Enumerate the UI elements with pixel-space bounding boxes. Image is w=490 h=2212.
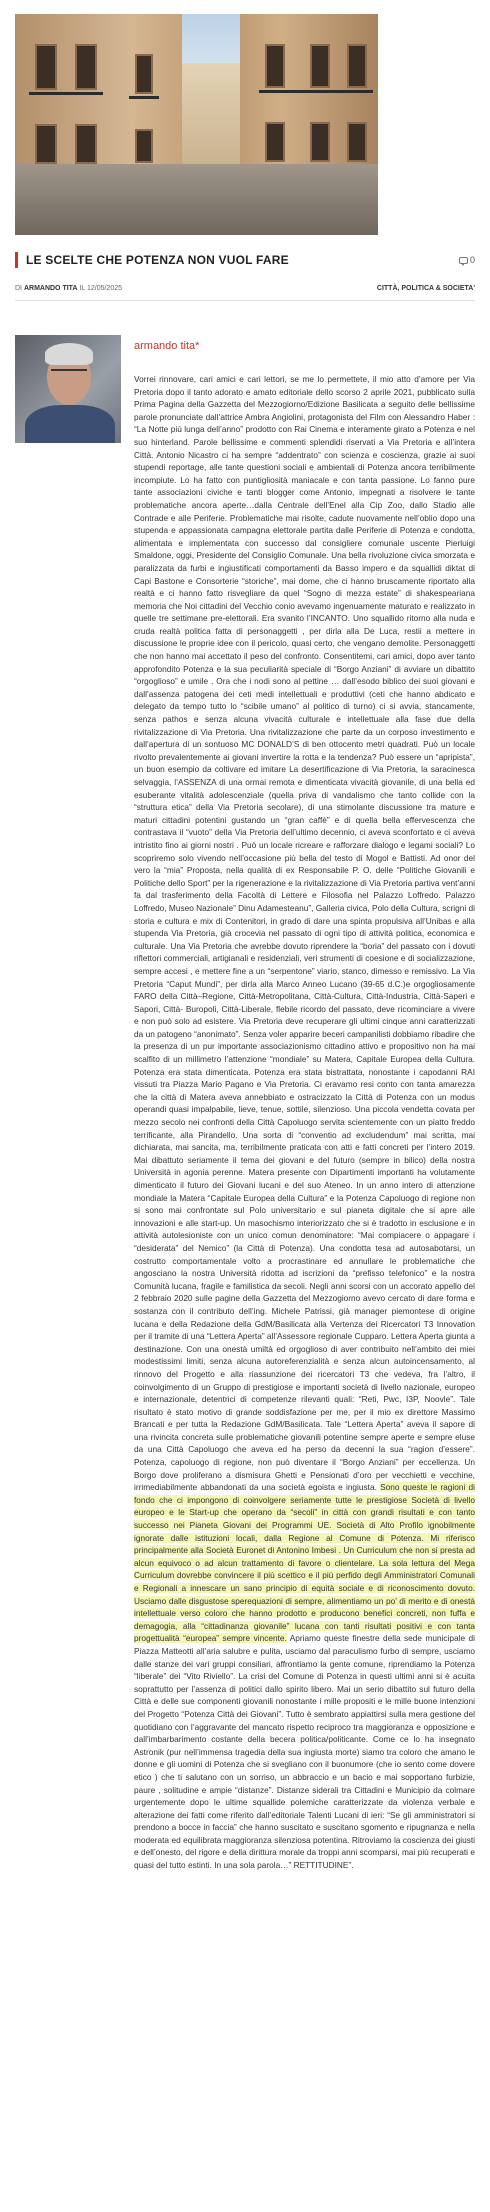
byline-prefix: DI	[15, 285, 22, 292]
comments-count: 0	[469, 255, 475, 265]
article-hero-image	[15, 14, 378, 235]
article-body	[15, 373, 475, 1872]
article-text-highlight: Sono queste le ragioni di fondo che ci impongono di coinvolgere seriamente tutte le prestigiose Società di livello europeo e le Start-up che operano da “secoli” in città con grandi risultati e con tanto successo nei Pianeta Giovani dei Programmi UE. Società di Alto Profilo ignobilmente ignorate dalle istituzioni locali, dalla Regione al Comune di Potenza. Mi riferisco principalmente alla Società Euronet di Antonino Imbesi . Un Curriculum che non si presta ad alcun equivoco o ad alcun trattamento di favore o clientelare. La sola lettura del Mega Curriculum dovrebbe convincere il più scettico e il più perfido degli Amministratori Comunali e Regionali a innescare un sano principio di equità sociale e di riconoscimento dovuto. Usciamo dalle disgustose sperequazioni di sempre, alimentiamo un po’ di merito e di onestà intellettuale verso coloro che hanno prodotto e producono benefici concreti, non fuffa e demagogia, alla “cittadinanza giovanile” lucana con tanti risultati positivi e con tanta progettualità “europea” sempre vincente.	[134, 1482, 475, 1644]
byline-author[interactable]: ARMANDO TITA	[23, 285, 78, 292]
author-name: armando tita*	[134, 340, 200, 352]
article-title: LE SCELTE CHE POTENZA NON VUOL FARE	[26, 253, 289, 267]
article-text-closing: Apriamo queste finestre della sede municipale di Piazza Matteotti all’aria salubre e pulita, usciamo dal paraculismo furbo di sempre, usciamo dalle stanze dei vari gruppi consiliari, affrontiamo la gente comune, riprendiamo la Potenza “liberale” dei “Vito Riviello”. La crisi del Comune di Potenza in questi ultimi anni si è acuita soprattutto per l’assenza di politici dallo spirito libero. Mai un serio dibattito sul futuro della Città e delle sue componenti giovanili nonostante i mille propositi e le mille buone intenzioni del Progetto “Potenza Città dei Giovani”. Tutto è sembrato appiattirsi sulla mera gestione del quotidiano con l’aggravante del mancato rispetto reciproco tra maggioranza e opposizione e dall’imbarbarimento costante della becera politica/politicante. Come ce lo ha insegnato Astronik (pur nell’immensa tragedia della sua ingiusta morte) siamo tra coloro che amano le donne e gli uomini di Potenza che si svegliano con il buonumore (che io sento come dovere etico ) che ti salutano con un sorriso, un abbraccio e un bacio e mai sopportano furbizie, paure , solitudine e ampie “distanze”. Distanze siderali tra Cittadini e Municipio da colmare urgentemente dopo le ultime squallide polemiche caratterizzate da violenza verbale e alterazione dei fatti come riferito dall’editoriale Talenti Lucani di ieri: “Se gli amministratori si prendono a bocce in faccia” che hanno suscitato e suscitano sgomento e ripugnanza e nella moderata ed equilibrata maggioranza silenziosa potentina. Ritroviamo la coscienza dei giusti e dell’onesto, del rigore e della dirittura morale da troppi anni scomparsi, mai più recuperati e quasi del tutto estinti. In una sola parola…” RETTITUDINE”.	[134, 1633, 475, 1871]
comments-link[interactable]	[459, 255, 475, 265]
title-accent-bar	[15, 252, 18, 268]
article-text-intro: Vorrei rinnovare, cari amici e cari lettori, se me lo permettete, il mio atto d’amore per Via Pretoria dopo il tanto adorato e amato editoriale dello scorso 2 aprile 2021, pubblicato sulla Prima Pagina della Gazzetta del Mezzogiorno/Edizione Basilicata a seguito delle bellissime parole pronunciate dall’attrice Ambra Angiolini, protagonista del Film con Alessandro Haber : “La Notte più lunga dell’anno” prodotto con Rai Cinema e interamente girato a Potenza e nel suo hinterland. Parole bellissime e commenti splendidi riservati a Via Pretoria e all’intera Città. Antonio Nicastro ci ha sempre “addentrato” con scienza e coscienza, grazie ai suoi stupendi reportage, alle tante questioni sociali e ambientali di Potenza ancora terribilmente incompiute. Lo ha fatto con puntigliosità maniacale e con tanta passione. Lo fanno pure tante associazioni civiche e tanti blogger come Antonio, impegnati a risolvere le tante problematiche ancora aperte…dalla Centrale dell’Enel alla Cip Zoo, dallo Stadio alle Contrade e alle Periferie. Problematiche mai risolte, cadute nuovamente nell’oblio dopo una stupenda e appassionata campagna elettorale partita dalle Periferie di Potenza e condotta, alimentata e implementata con successo dal consigliere comunale uscente Pierluigi Smaldone, oggi, Presidente del Consiglio Comunale. Una bella rivoluzione civica smorzata e paralizzata da furbi e ingiustificati comportamenti da Basso impero e da squallidi diktat di Capi Bastone e Consorterie “storiche”, mai dome, che ci hanno bruscamente riportato alla realtà e ci hanno fatto risvegliare da quel “Sogno di mezza estate” di shakespeariana memoria che Noi cittadini del Vecchio conio avevamo ingenuamente maturato e realizzato in quelle tre settimane pre-elettorali. Era svanito l’INCANTO. Uno squallido ritorno alla nuda e cruda realtà politica fatta di personaggetti , per dirla alla De Luca, restii a mettere in discussione le proprie idee con il pericolo, quasi certo, che vengano demolite. Personaggetti che non hanno mai accettato il peso del confronto. Consentitemi, cari amici, dopo aver tanto approfondito Potenza e la sua peculiarità speciale di “Borgo Anziani” di avviare un dibattito “orgoglioso” e umile . Ora che i nodi sono al pettine … dall’esodo biblico dei suoi giovani e dall’assenza patogena dei ceti medi intellettuali e produttivi (ceti che hanno abdicato e delegato da tempo tutto lo “scibile umano” al politico di turno) ci si avvia, stancamente, senza pathos e senza alcuna vivacità culturale e intellettuale alla fase due della rivitalizzazione di Via Pretoria. Una rivitalizzazione che parte da un corposo investimento e dall’apertura di un sontuoso MC DONALD’S di ben ottocento metri quadrati. Può un locale rivolto prevalentemente ai giovani invertire la rotta e la tendenza? Può essere un “apripista”, un buon esempio da coltivare ed imitare La desertificazione di Via Pretoria, la saracinesca selvaggia, l’ASSENZA di una ormai remota e dimenticata vivacità giovanile, di una bella ed esuberante vitalità adolescenziale (quella priva di vandalismo che tanto collide con la “struttura etica” della Via Pretoria secolare), di una stimolante discussione tra mature e maturi cittadini potentini gustando un “gran caffè” e di quella bella effervescenza che contrastava il “vuoto” della Via Pretoria dell’ultimo decennio, ci aveva sconfortato e ci aveva intristito fino ai giorni nostri . Può un locale ricreare e rafforzare dialogo e legami sociali? Lo scopriremo solo vivendo nell’occasione più bella del testo di Mogol e Battisti. Ad onor del vero la “mia” Proposta, nella qualità di ex Responsabile P. O. delle “Politiche Giovanili e Politiche dello Sport” per la rigenerazione e la rivitalizzazione di Via Pretoria partiva vent’anni fa dal trasferimento della Facoltà di Lettere e Filosofia nel Palazzo Loffredo. Palazzo Loffredo, Museo Nazionale” Dinu Adamesteanu”, Galleria civica, Polo della Cultura, scrigni di storia e cultura e mix di Contenitori, in grado di dare una spinta propulsiva all’Unibas e alla stupenda Via Pretoria, già crocevia nel passato di ogni tipo di attività politica, economica e culturale. Una Via Pretoria che avrebbe dovuto riprendere la “boria” del passato con i dovuti riflettori commerciali, artigianali e residenziali, veri strumenti di coesione e di socializzazione, sempre accesi , e mettere fine a un “serpentone” viario, stanco, dimesso e remissivo. La Via Pretoria “Caput Mundi”, per dirla alla Marco Anneo Lucano (39-65 d.C.)e orgogliosamente FARO della Città–Regione, Città-Metropolitana, Città-Cultura, Città-Industria, Città-Saperi e Sapori, Città- Buropoli, Città-Liberale, flebile ricordo del passato, deve ricominciare a vivere e non può solo ad esistere. Via Pretoria deve recuperare gli ultimi cinque anni caratterizzati da un patogeno “anonimato”. Senza voler apparire beceri campanilisti dobbiamo ribadire che la presenza di un pur importante associazionismo cittadino attivo e propositivo non ha mai scalfito di un millimetro l’attenzione “mondiale” su Matera, Capitale Europea della Cultura. Potenza era stata dimenticata. Potenza era stata bistrattata, nonostante i capodanni RAI vissuti tra Piazza Mario Pagano e Via Pretoria. Ci eravamo resi conto con tanta amarezza che la città di Matera aveva annebbiato e ostracizzato la Città di Potenza con un modus operandi quasi impalpabile, lieve, tenue, sottile, silenzioso. Una piccola vendetta covata per mezzo secolo nei confronti della Città Capoluogo servita scientemente con un piatto freddo terrificante, alla Pirandello. Una sorta di “conventio ad excludendum” mai scritta, mai dichiarata, mai sancita, ma, terribilmente praticata con atti e fatti concreti per l’intero 2019. Mai dibattuto seriamente il tema dei giovani e del futuro (sempre in bilico) della nostra Università in agonia perenne. Matera presente con Dipartimenti importanti ha volutamente dimenticato il futuro dei Giovani lucani e del suo Ateneo. In un anno intero di attenzione mondiale la Matera “Capitale Europea della Cultura” e la Potenza Capoluogo di regione non si sono mai confrontate sul Polo universitario e sul pianeta digitale che si apre alle innovazioni e alle start-up. Un masochismo interiorizzato che si è tradotto in esclusione e in attività autolesioniste con un unico comun denominatore: “Mai compiacere o appagare i “desiderata” del Nemico” (la Città di Potenza). Una condotta tesa ad autosabotarsi, un costrutto comportamentale volto a procrastinare ed annullare le problematiche che angosciano la nostra Università ridotta ad iscrizioni da “prefisso telefonico” e la nostra Comunità lucana, fragile e familistica da secoli. Negli anni scorsi con un accorato appello del 2 febbraio 2020 sulle pagine della Gazzetta del Mezzogiorno avevo cercato di dare forma e sostanza con il contributo dell’ing. Michele Patrissi, già manager piemontese di origine lucana e della Redazione della GdM/Basilicata alla Vertenza dei Ricercatori T3 Innovation per il tramite di una “Lettera Aperta” all’Assessore regionale Cupparo. Lettera Aperta giunta a destinazione. Con una onestà umiltà ed orgoglioso di aver contribuito nell’ambito dei miei modestissimi limiti, senza alcuna autoreferenzialità e senza alcun autoincensamento, al rinnovo del Progetto e alla riassunzione dei ricercatori T3 che vedeva, fra l’altro, il coinvolgimento di un Gruppo di prestigiose e importanti società di livello nazionale, europeo e internazionale, detentrici di competenze rilevanti quali: “Reti, Pwc, I3P, Noovle”. Tale risultato è stato motivo di grande soddisfazione per me, per il mio ex direttore Massimo Brancati e per tutta la Redazione GdM/Basilicata. Tale “Lettera Aperta” aveva il sapore di una rivincita concreta sulle problematiche giovanili potentine sempre aperte e sempre eluse da una Città Capoluogo che aveva ed ha perso da decenni la sua “ragion d’essere”. Potenza, capoluogo di regione, non può diventare il “Borgo Anziani” per eccellenza. Un Borgo dove proliferano a dismisura Ghetti e Pensionati d’oro per vecchietti e vecchine, irrimediabilmente abbandonati da una società egoista e ingiusta.	[134, 374, 475, 1493]
comment-bubble-icon	[459, 257, 468, 264]
byline	[15, 285, 377, 292]
category-link[interactable]: CITTÀ, POLITICA & SOCIETA'	[376, 285, 475, 292]
article-meta	[15, 285, 475, 301]
article-text	[15, 373, 475, 1872]
byline-date: IL 12/05/2025	[79, 285, 122, 292]
article-header	[15, 249, 475, 271]
